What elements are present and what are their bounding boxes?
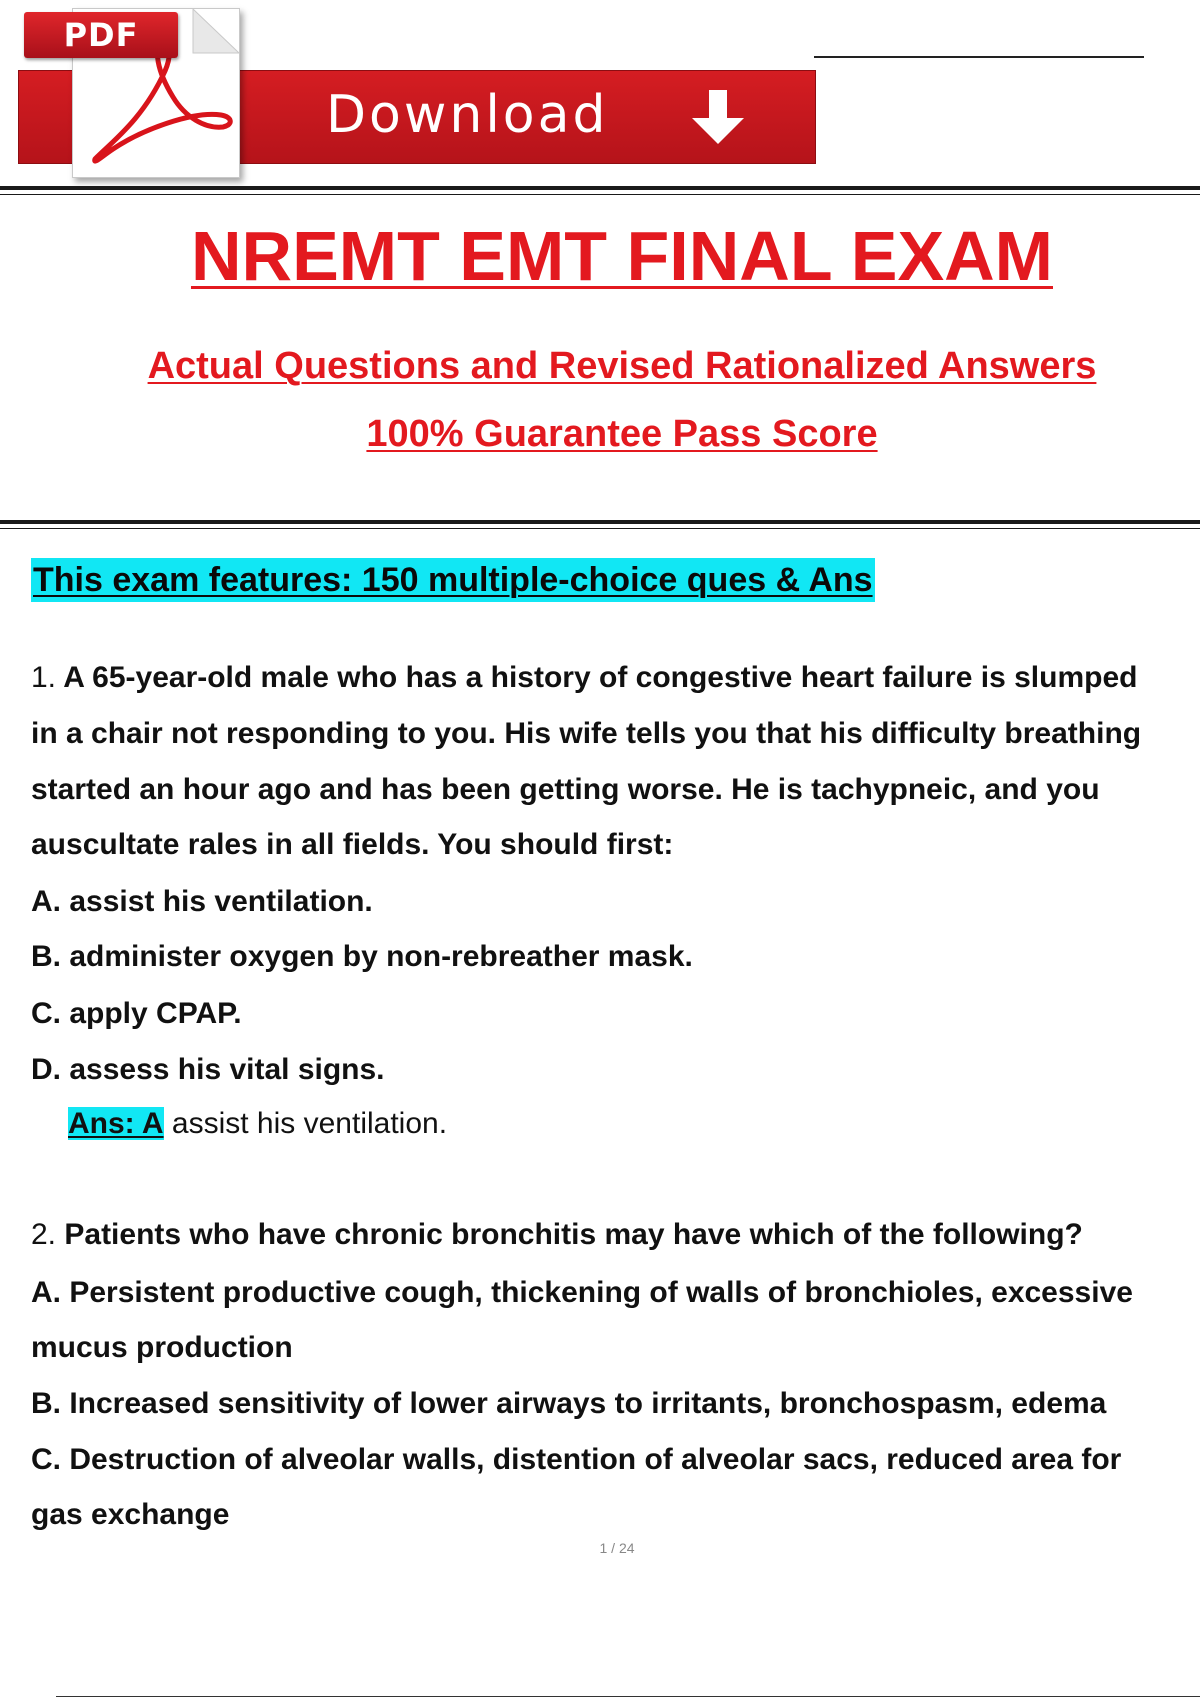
question-2-line-1 bbox=[31, 1215, 1083, 1255]
title-rule-thick bbox=[0, 520, 1200, 524]
question-2-option-c: C. Destruction of alveolar walls, distention of alveolar sacs, reduced area for bbox=[31, 1443, 1122, 1476]
question-1-option-b: B. administer oxygen by non-rebreather mask. bbox=[31, 940, 693, 973]
page-number: 1 / 24 bbox=[599, 1540, 635, 1556]
exam-features: This exam features: 150 multiple-choice ques & Ans bbox=[31, 558, 875, 602]
answer-text: assist his ventilation. bbox=[171, 1107, 448, 1140]
title-rule-thin bbox=[0, 528, 1200, 529]
page-title: NREMT EMT FINAL EXAM bbox=[190, 217, 1053, 295]
question-1-answer bbox=[68, 1104, 447, 1144]
footer-rule bbox=[56, 1696, 1200, 1697]
subtitle-guarantee: 100% Guarantee Pass Score bbox=[366, 413, 878, 455]
question-1-line-4: auscultate rales in all fields. You should first: bbox=[31, 828, 674, 861]
question-2-option-a-cont: mucus production bbox=[31, 1331, 293, 1364]
question-number: 2. bbox=[31, 1218, 57, 1251]
question-1-option-d: D. assess his vital signs. bbox=[31, 1053, 385, 1086]
question-1-line-2: in a chair not responding to you. His wife tells you that his difficulty breathing bbox=[31, 717, 1142, 750]
header-rule-thick bbox=[0, 186, 1200, 190]
question-1-line-1 bbox=[31, 658, 1137, 698]
subtitle-actual-questions: Actual Questions and Revised Rationalized Answers bbox=[147, 345, 1097, 387]
header-rule-thin bbox=[0, 194, 1200, 195]
question-2-option-a: A. Persistent productive cough, thickening of walls of bronchioles, excessive bbox=[31, 1276, 1133, 1309]
question-stem: A 65-year-old male who has a history of congestive heart failure is slumped bbox=[63, 661, 1138, 694]
question-number: 1. bbox=[31, 661, 57, 694]
question-2-option-b: B. Increased sensitivity of lower airways to irritants, bronchospasm, edema bbox=[31, 1387, 1107, 1420]
download-arrow-icon[interactable] bbox=[688, 88, 748, 148]
question-1-line-3: started an hour ago and has been getting worse. He is tachypneic, and you bbox=[31, 773, 1100, 806]
answer-label: Ans: A bbox=[68, 1107, 164, 1140]
header-line bbox=[814, 56, 1144, 58]
question-stem: Patients who have chronic bronchitis may have which of the following? bbox=[64, 1218, 1083, 1251]
download-label[interactable]: Download bbox=[326, 85, 609, 145]
pdf-tag: PDF bbox=[24, 12, 178, 58]
question-2-option-c-cont: gas exchange bbox=[31, 1498, 230, 1531]
question-1-option-a: A. assist his ventilation. bbox=[31, 885, 373, 918]
question-1-option-c: C. apply CPAP. bbox=[31, 997, 242, 1030]
